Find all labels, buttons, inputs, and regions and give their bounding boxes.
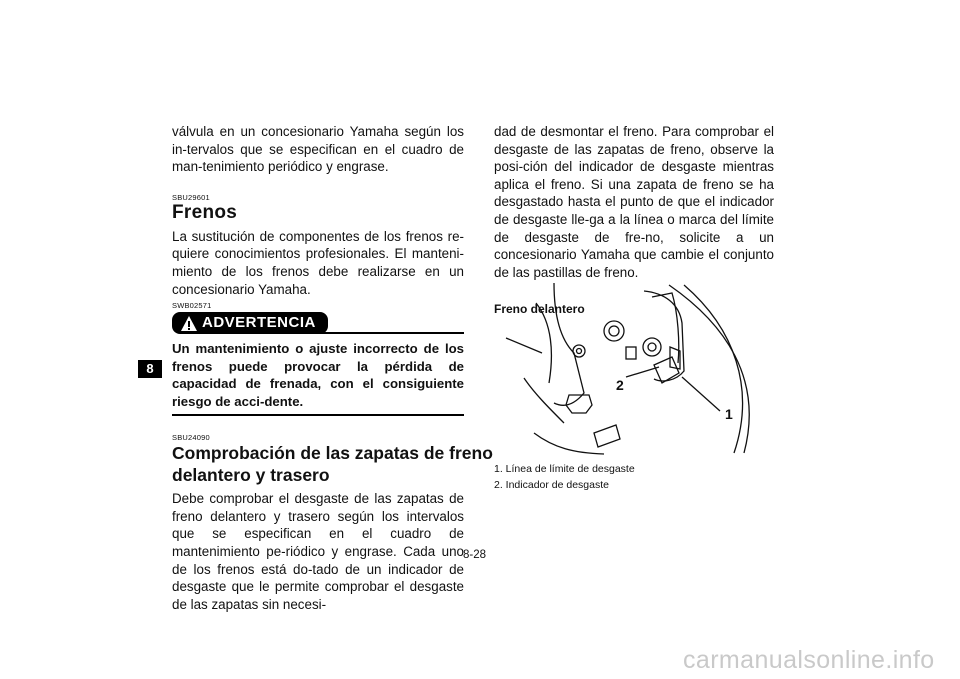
intro-paragraph: válvula en un concesionario Yamaha según los in-tervalos que se especifican en el cuadro de man-tenimiento periódico y engrase. bbox=[172, 124, 464, 175]
brakes-paragraph: La sustitución de componentes de los frenos re-quiere conocimientos profesionales. El manteni-miento de los frenos debe realizarse en un concesionario Yamaha. bbox=[172, 228, 464, 297]
section-tab: 8 bbox=[138, 360, 162, 378]
right-paragraph: dad de desmontar el freno. Para comprobar el desgaste de las zapatas de freno, observe la posi-ción del indicador de desgaste mientras aplica el freno. Si una zapata de freno se ha desgastado hasta el punto de que el indicador de desgaste lle-ga a la línea o marca del límite de desgaste de fre-no, solicite a un concesionario Yamaha que cambie el conjunto de las pastillas de freno. bbox=[494, 124, 774, 280]
shoes-section-code: SBU24090 bbox=[172, 433, 210, 443]
callout-2: 2 bbox=[616, 377, 624, 393]
shoes-heading-line1: Comprobación de las zapatas de freno bbox=[172, 443, 493, 464]
brakes-heading: Frenos bbox=[172, 201, 238, 223]
warning-code: SWB02571 bbox=[172, 301, 212, 311]
shoes-heading-line2: delantero y trasero bbox=[172, 465, 330, 486]
caption-1: 1. Línea de límite de desgaste bbox=[494, 463, 635, 475]
page-number: 8-28 bbox=[463, 549, 487, 561]
caption-2: 2. Indicador de desgaste bbox=[494, 479, 609, 491]
warning-triangle-icon bbox=[180, 315, 198, 332]
warning-badge bbox=[172, 312, 328, 334]
shoes-paragraph: Debe comprobar el desgaste de las zapatas de freno delantero y trasero según los intervalos que se especifican en el cuadro de mantenimiento pe-riódico y engrase. Cada uno de los frenos está do-tado de un indicador de desgaste que le permite comprobar el desgaste de las zapatas sin necesi- bbox=[172, 491, 464, 612]
watermark-text: carmanualsonline.info bbox=[683, 646, 935, 674]
callout-1: 1 bbox=[725, 406, 733, 422]
figure-captions bbox=[494, 461, 635, 493]
brakes-section-code: SBU29601 bbox=[172, 192, 210, 202]
warning-header bbox=[172, 312, 464, 336]
figure-title: Freno delantero bbox=[494, 302, 585, 317]
warning-top-rule bbox=[320, 332, 464, 334]
warning-text: Un mantenimiento o ajuste incorrecto de los frenos puede provocar la pérdida de capacidad de frenada, con el consiguiente riesgo de acci-dente. bbox=[172, 341, 464, 409]
front-brake-illustration bbox=[494, 283, 774, 455]
warning-bottom-rule bbox=[172, 414, 464, 416]
warning-label: ADVERTENCIA bbox=[202, 314, 316, 332]
